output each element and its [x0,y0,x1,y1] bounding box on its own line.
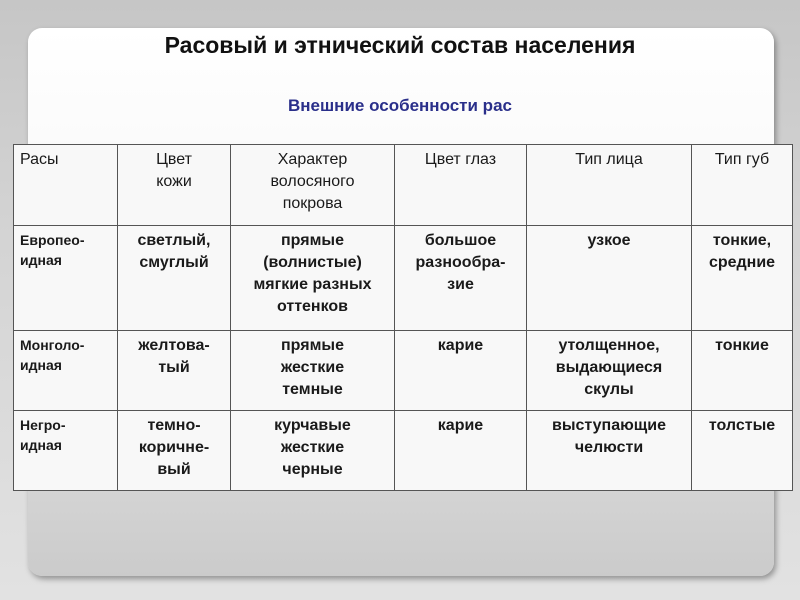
skin-color-cell: светлый, смуглый [118,226,231,331]
slide-title: Расовый и этнический состав населения [164,32,636,58]
header-eye-color: Цвет глаз [395,145,527,226]
table-header-row [14,145,793,226]
eye-color-cell: карие [395,411,527,491]
hair-type-cell: прямые жесткие темные [231,331,395,411]
header-face-type: Тип лица [527,145,692,226]
hair-type-cell: курчавые жесткие черные [231,411,395,491]
face-type-cell: выступающие челюсти [527,411,692,491]
table-row [14,226,793,331]
face-type-cell: утолщенное, выдающиеся скулы [527,331,692,411]
lip-type-cell: тонкие [692,331,793,411]
race-name-cell: Негро- идная [14,411,118,491]
eye-color-cell: большое разнообра- зие [395,226,527,331]
face-type-cell: узкое [527,226,692,331]
slide-subtitle: Внешние особенности рас [288,96,512,115]
skin-color-cell: желтова- тый [118,331,231,411]
header-hair-type: Характер волосяного покрова [231,145,395,226]
eye-color-cell: карие [395,331,527,411]
race-name-cell: Европео- идная [14,226,118,331]
header-lip-type: Тип губ [692,145,793,226]
lip-type-cell: толстые [692,411,793,491]
header-races: Расы [14,145,118,226]
table-row [14,331,793,411]
lip-type-cell: тонкие, средние [692,226,793,331]
race-name-cell: Монголо- идная [14,331,118,411]
race-features-table [13,144,793,491]
hair-type-cell: прямые (волнистые) мягкие разных оттенков [231,226,395,331]
skin-color-cell: темно- коричне- вый [118,411,231,491]
table-row [14,411,793,491]
header-skin-color: Цвет кожи [118,145,231,226]
